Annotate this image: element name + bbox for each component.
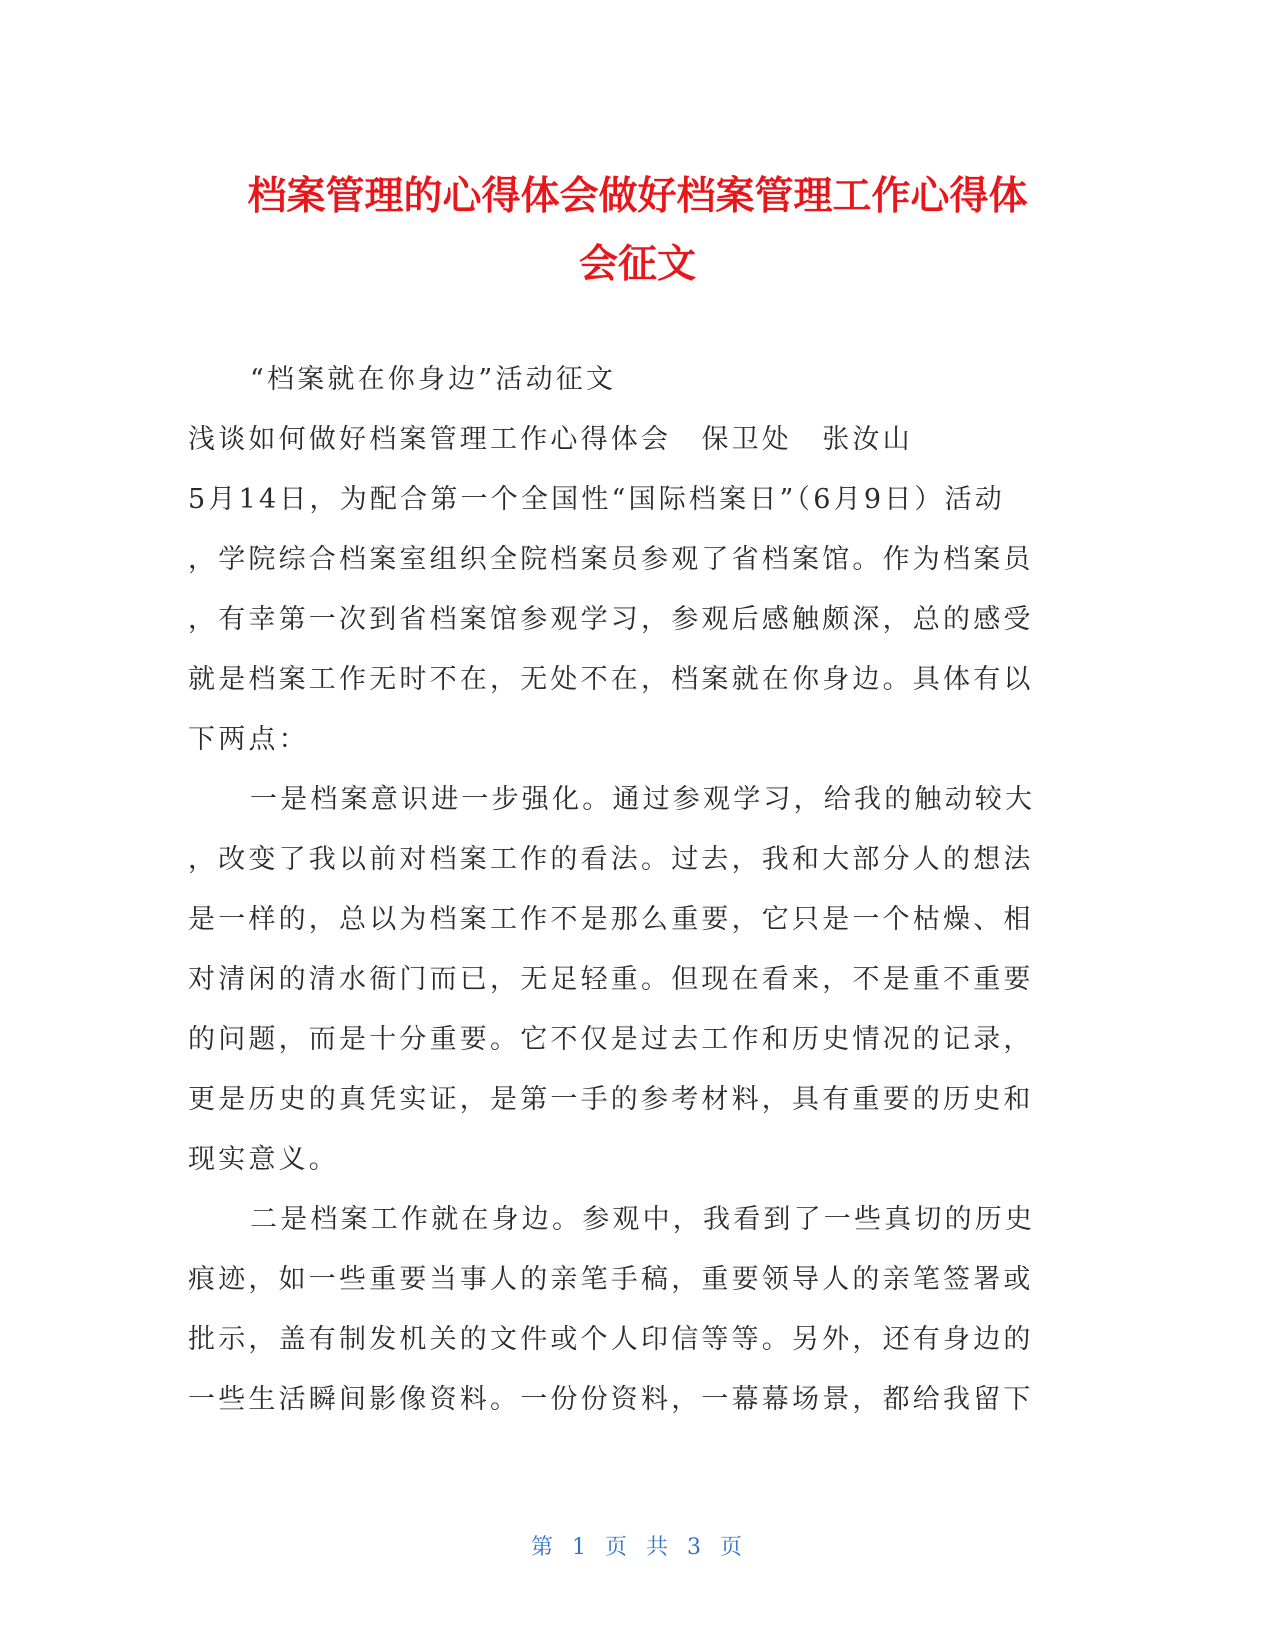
footer-total-pages: 3 (687, 1535, 704, 1560)
title-line-1: 档案管理的心得体会做好档案管理工作心得体 (247, 174, 1028, 219)
paragraph-2-line: 现实意义。 (188, 1144, 339, 1175)
title-line-2: 会征文 (578, 242, 696, 287)
paragraph-3-line: 批示，盖有制发机关的文件或个人印信等等。另外，还有身边的 (188, 1324, 1034, 1355)
subtitle: “档案就在你身边”活动征文 (250, 364, 617, 395)
paragraph-2-line: 的问题，而是十分重要。它不仅是过去工作和历史情况的记录， (188, 1024, 1034, 1055)
paragraph-2-line: 一是档案意识进一步强化。通过参观学习，给我的触动较大 (250, 784, 1036, 815)
byline: 浅谈如何做好档案管理工作心得体会 保卫处 张汝山 (188, 424, 913, 455)
footer-label-total: 共 (646, 1535, 671, 1560)
paragraph-1-line: 下两点： (188, 724, 309, 755)
paragraph-1-line: ，有幸第一次到省档案馆参观学习，参观后感触颇深，总的感受 (188, 604, 1034, 635)
paragraph-2-line: ，改变了我以前对档案工作的看法。过去，我和大部分人的想法 (188, 844, 1034, 875)
footer-label-total-unit: 页 (720, 1535, 745, 1560)
document-body (188, 350, 1056, 1430)
page-footer (0, 1530, 1275, 1561)
paragraph-2-line: 是一样的，总以为档案工作不是那么重要，它只是一个枯燥、相 (188, 904, 1034, 935)
footer-label-page-unit: 页 (604, 1535, 629, 1560)
footer-current-page: 1 (571, 1535, 588, 1560)
document-title (150, 163, 1125, 299)
paragraph-3-line: 痕迹，如一些重要当事人的亲笔手稿，重要领导人的亲笔签署或 (188, 1264, 1034, 1295)
paragraph-3-line: 一些生活瞬间影像资料。一份份资料，一幕幕场景，都给我留下 (188, 1384, 1034, 1415)
footer-label-page: 第 (530, 1535, 555, 1560)
paragraph-2-line: 更是历史的真凭实证，是第一手的参考材料，具有重要的历史和 (188, 1084, 1034, 1115)
paragraph-2-line: 对清闲的清水衙门而已，无足轻重。但现在看来，不是重不重要 (188, 964, 1034, 995)
paragraph-3-line: 二是档案工作就在身边。参观中，我看到了一些真切的历史 (250, 1204, 1036, 1235)
paragraph-1-line: ，学院综合档案室组织全院档案员参观了省档案馆。作为档案员 (188, 544, 1034, 575)
paragraph-1-line: 5月14日，为配合第一个全国性“国际档案日”（6月9日）活动 (188, 484, 1005, 515)
paragraph-1-line: 就是档案工作无时不在，无处不在，档案就在你身边。具体有以 (188, 664, 1034, 695)
